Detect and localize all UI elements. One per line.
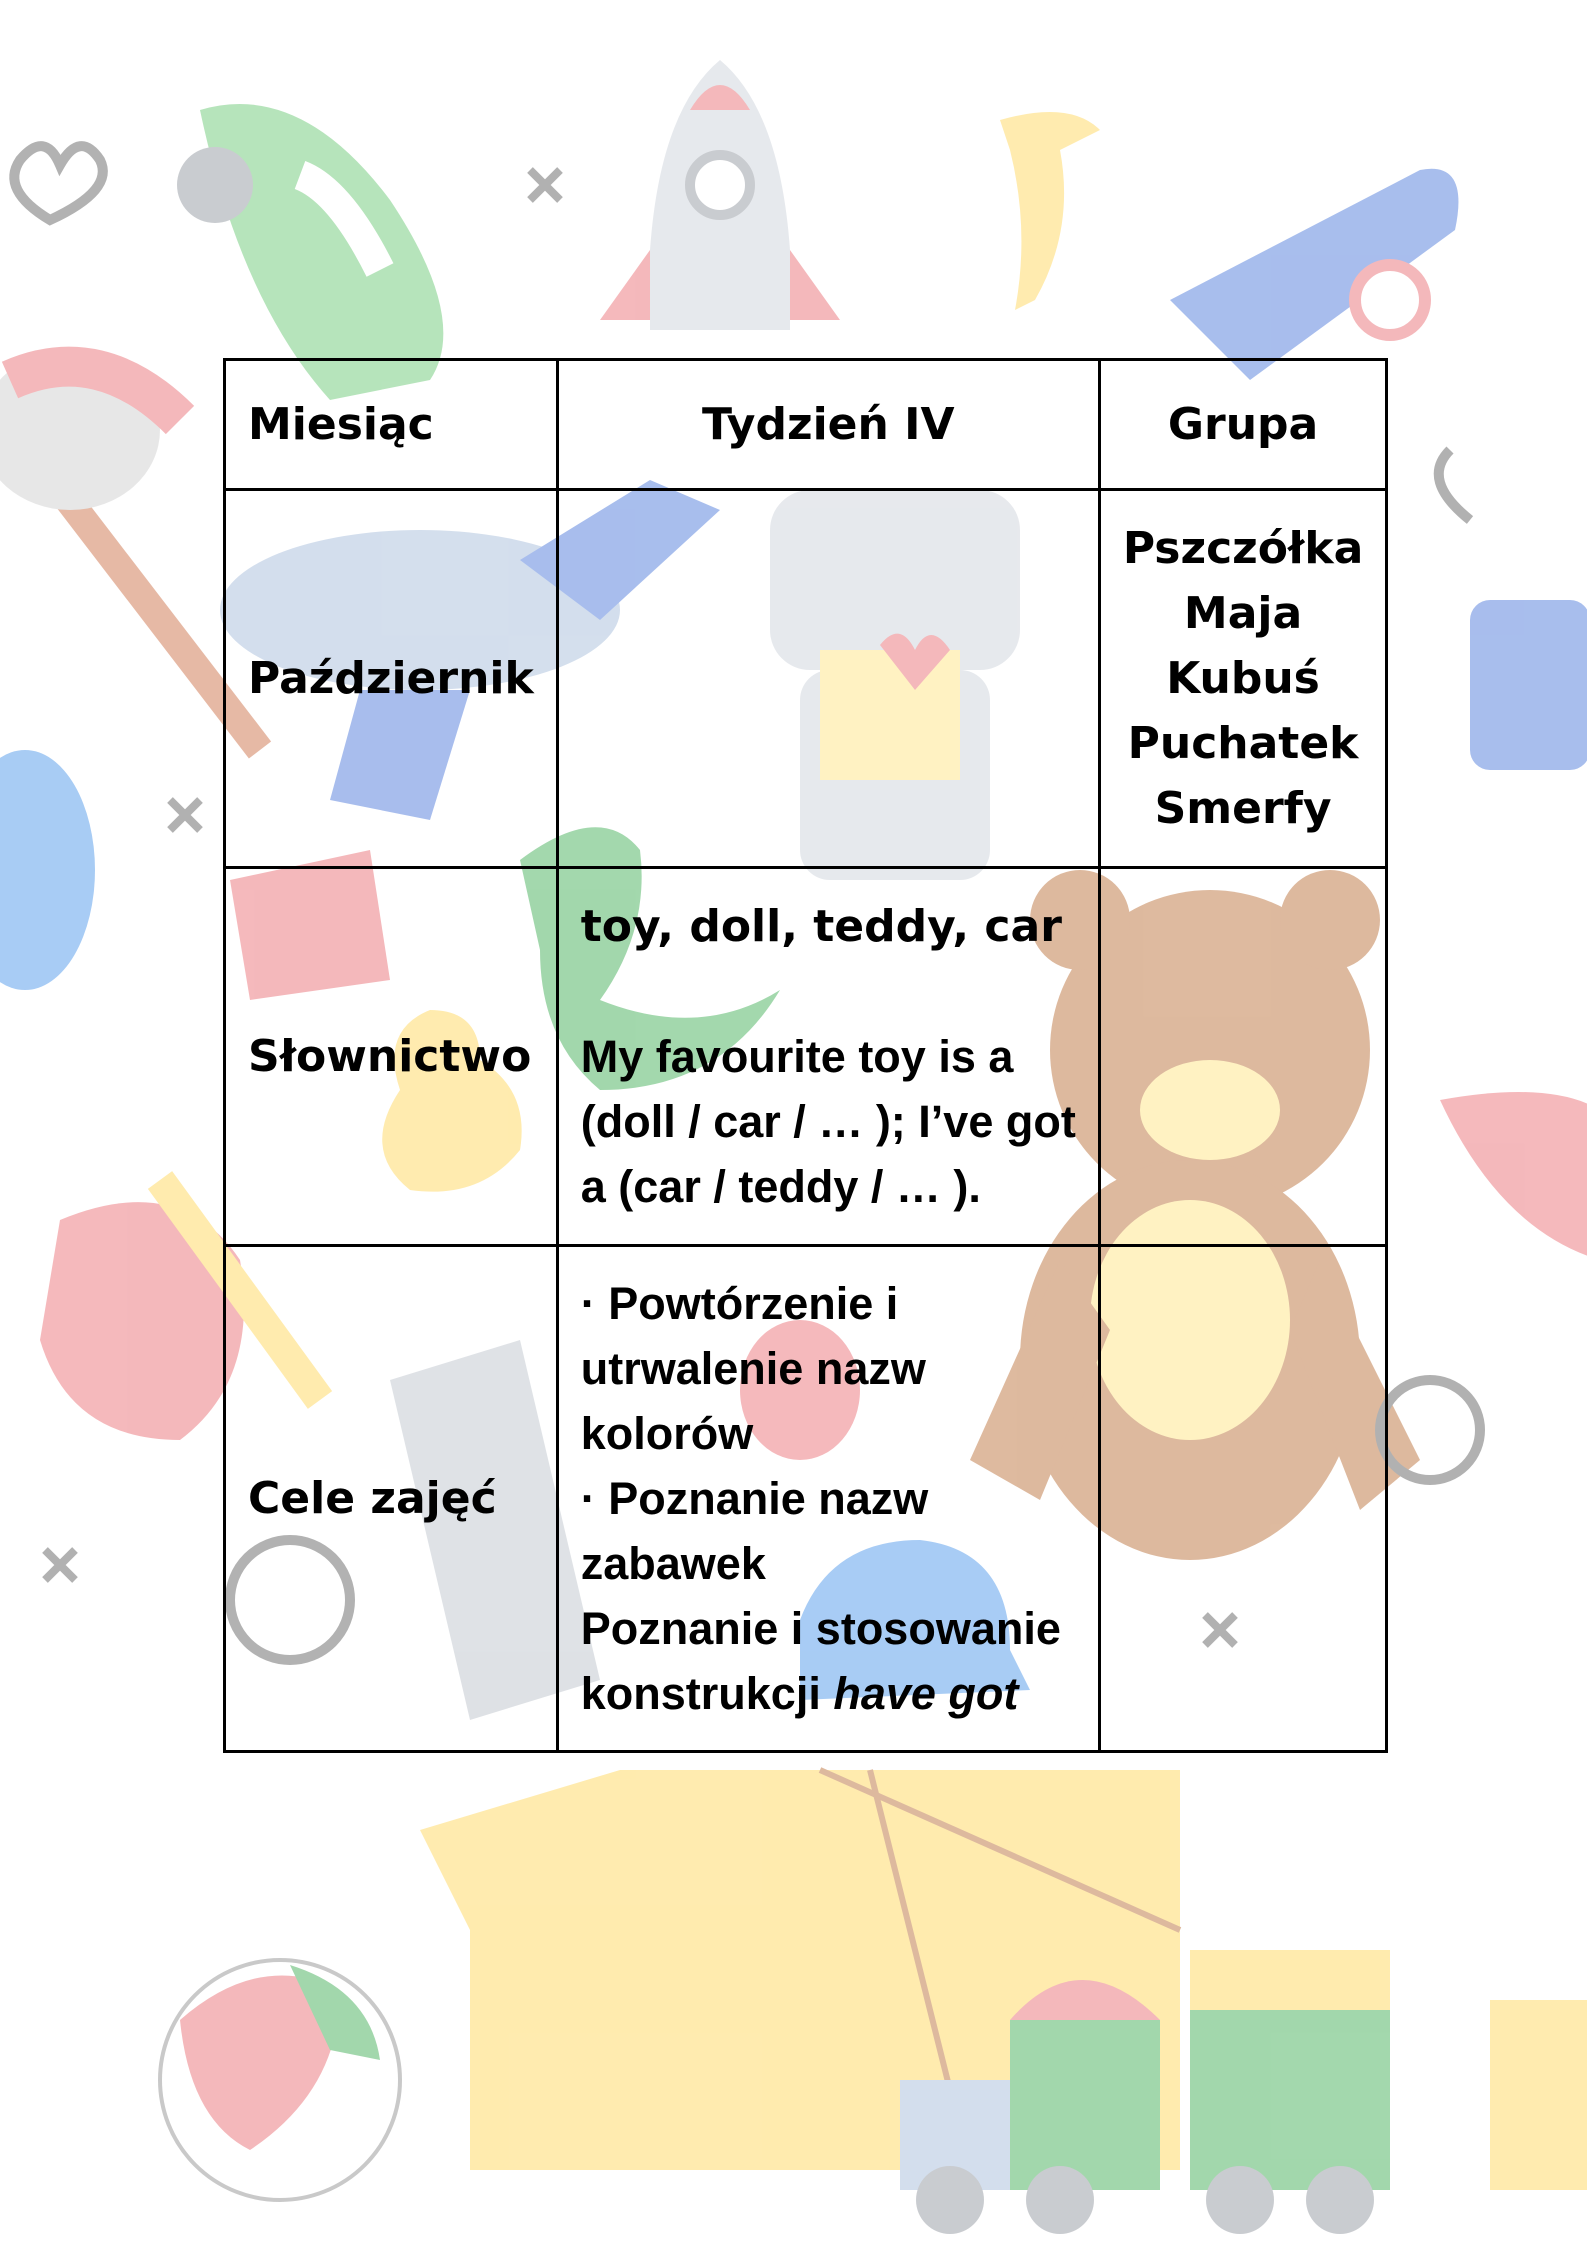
lesson-plan-table: [223, 358, 1388, 1753]
vocabulary-sentence-line: (doll / car / … ); I’ve got: [580, 1096, 1076, 1147]
group-names-cell: [1099, 490, 1386, 868]
goal-line: · Powtórzenie i: [580, 1278, 899, 1329]
vocabulary-group-cell: [1099, 868, 1386, 1246]
group-name: Kubuś: [1166, 653, 1320, 704]
vocabulary-words: toy, doll, teddy, car: [580, 901, 1062, 952]
goal-line: kolorów: [580, 1408, 754, 1459]
goals-content-cell: [557, 1246, 1099, 1752]
group-name: Maja: [1183, 588, 1303, 639]
vocabulary-sentence-line: My favourite toy is a: [580, 1031, 1014, 1082]
month-name-cell: Październik: [225, 490, 558, 868]
table-row-goals: [225, 1246, 1387, 1752]
ball-icon: [160, 1960, 400, 2200]
group-name: Smerfy: [1154, 783, 1332, 834]
goal-line: utrwalenie nazw: [580, 1343, 926, 1394]
table-row-vocabulary: [225, 868, 1387, 1246]
week-content-cell: [557, 490, 1099, 868]
table-row-month: [225, 490, 1387, 868]
heart-icon: [14, 146, 103, 220]
vocabulary-sentence-line: a (car / teddy / … ).: [580, 1161, 981, 1212]
group-header-cell: Grupa: [1099, 360, 1386, 490]
rocket-icon: [600, 60, 840, 330]
goal-line-italic-term: have got: [833, 1668, 1019, 1719]
vocabulary-content-cell: [557, 868, 1099, 1246]
goal-line: · Poznanie nazw: [580, 1473, 929, 1524]
balloon-icon: [0, 750, 95, 990]
goal-line: Poznanie i stosowanie: [580, 1603, 1061, 1654]
goal-line-last: [581, 1661, 1076, 1726]
spacer: [581, 959, 1076, 1024]
goal-line-prefix: konstrukcji: [580, 1668, 834, 1719]
group-name: Puchatek: [1127, 718, 1359, 769]
week-header-cell: Tydzień IV: [557, 360, 1099, 490]
trumpet-icon: [1000, 112, 1100, 310]
group-name: Pszczółka: [1122, 523, 1364, 574]
goals-label-cell: Cele zajęć: [225, 1246, 558, 1752]
month-header-cell: Miesiąc: [225, 360, 558, 490]
goals-group-cell: [1099, 1246, 1386, 1752]
goal-line: zabawek: [580, 1538, 766, 1589]
spinning-top-icon: [1440, 1092, 1587, 1260]
robot-icon: [1439, 450, 1587, 770]
table-header-row: [225, 360, 1387, 490]
vocabulary-label-cell: Słownictwo: [225, 868, 558, 1246]
toy-car-icon: [177, 104, 443, 400]
